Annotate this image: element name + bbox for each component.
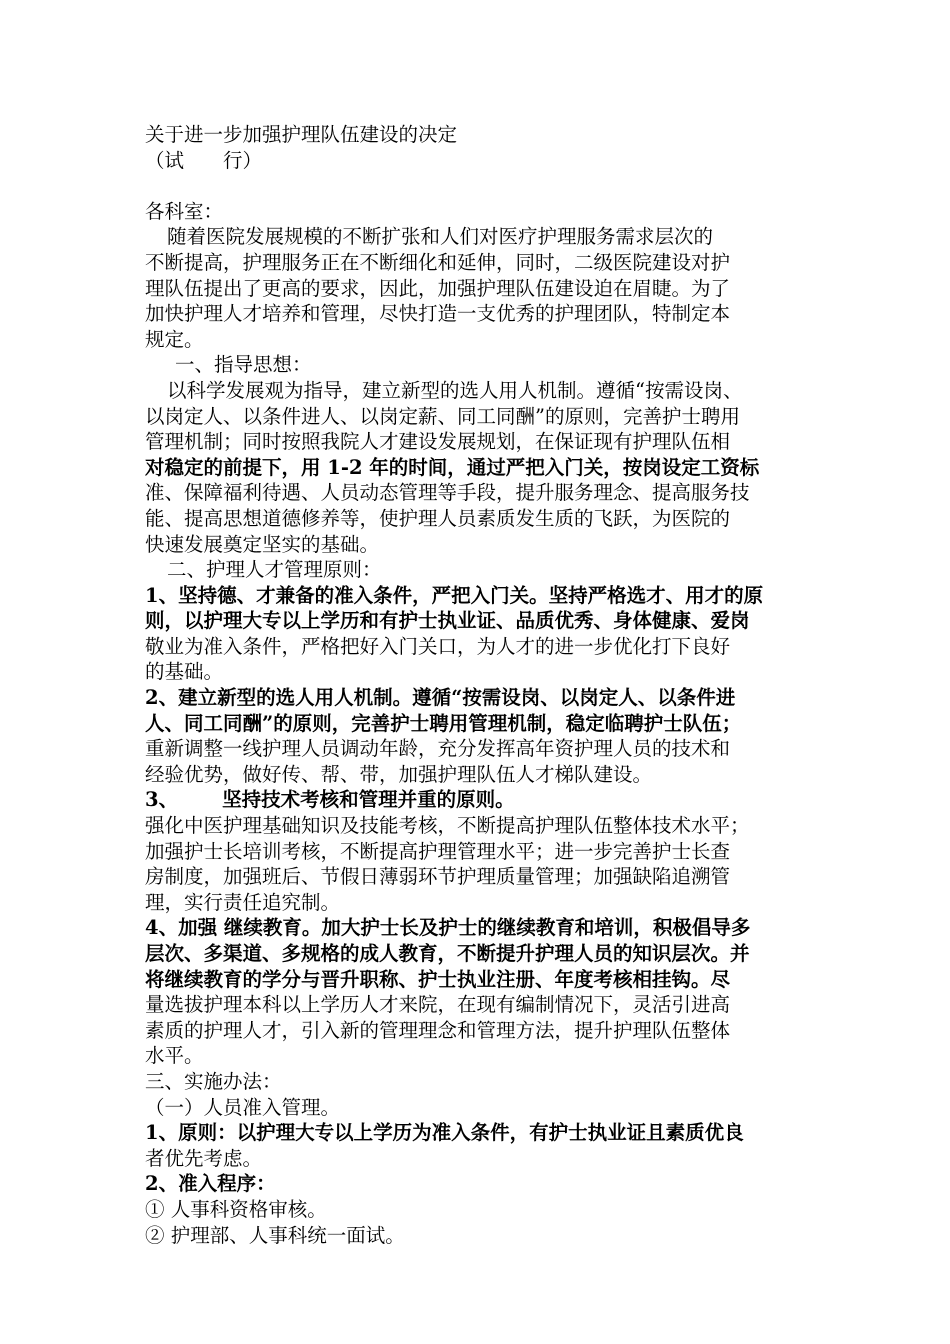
paragraph-line: 2、建立新型的选人用人机制。遵循“按需设岗、以岗定人、以条件进: [145, 686, 736, 710]
procedure-step: ① 人事科资格审核。: [145, 1197, 327, 1221]
paragraph-line: 理，实行责任追究制。: [145, 890, 341, 914]
paragraph-line: 管理机制；同时按照我院人才建设发展规划，在保证现有护理队伍相: [145, 430, 731, 454]
paragraph-line: 水平。: [145, 1044, 204, 1068]
principle-item-1: [145, 583, 820, 685]
section-heading-guiding: 一、指导思想：: [175, 353, 312, 377]
paragraph-line: 4、加强 继续教育。加大护士长及护士的继续教育和培训，积极倡导多: [145, 916, 751, 940]
principle-item-3: [145, 787, 820, 915]
principle-item-2: [145, 685, 820, 787]
paragraph-line: 素质的护理人才，引入新的管理理念和管理方法，提升护理队伍整体: [145, 1018, 731, 1042]
paragraph-line: 准、保障福利待遇、人员动态管理等手段，提升服务理念、提高服务技: [145, 481, 750, 505]
principle-item-3-heading: [145, 787, 820, 813]
paragraph-line: 经验优势，做好传、帮、带，加强护理队伍人才梯队建设。: [145, 762, 653, 786]
item-number: 3、: [145, 788, 179, 812]
document-subtitle: （试 行）: [145, 148, 263, 172]
paragraph-line: 加快护理人才培养和管理，尽快打造一支优秀的护理团队，特制定本: [145, 302, 731, 326]
item-heading-text: 坚持技术考核和管理并重的原则。: [222, 788, 515, 812]
paragraph-line: 量选拔护理本科以上学历人才来院，在现有编制情况下，灵活引进高: [145, 993, 731, 1017]
paragraph-line: 1、坚持德、才兼备的准入条件，严把入门关。坚持严格选才、用才的原: [145, 583, 764, 607]
procedure-heading: 2、准入程序：: [145, 1172, 276, 1196]
intro-paragraph: [145, 224, 820, 352]
document-title: 关于进一步加强护理队伍建设的决定: [145, 123, 458, 146]
paragraph-line: 理队伍提出了更高的要求，因此，加强护理队伍建设迫在眉睫。为了: [145, 276, 731, 300]
paragraph-line: 将继续教育的学分与晋升职称、护士执业注册、年度考核相挂钩。尽: [145, 967, 731, 991]
paragraph-line: 不断提高，护理服务正在不断细化和延伸，同时，二级医院建设对护: [145, 250, 731, 274]
paragraph-line: 则，以护理大专以上学历和有护士执业证、品质优秀、身体健康、爱岗: [145, 609, 750, 633]
section-heading-implementation: 三、实施办法：: [145, 1069, 282, 1093]
paragraph-line: 者优先考虑。: [145, 1146, 263, 1170]
blank-line: [145, 173, 820, 199]
paragraph-line: 房制度，加强班后、节假日薄弱环节护理质量管理；加强缺陷追溯管: [145, 865, 731, 889]
principle-item-4: [145, 915, 820, 1069]
paragraph-line: 能、提高思想道德修养等，使护理人员素质发生质的飞跃，为医院的: [145, 506, 731, 530]
subsection-heading: （一）人员准入管理。: [145, 1095, 341, 1119]
section-heading-principles: 二、护理人才管理原则：: [167, 558, 382, 582]
paragraph-line: 快速发展奠定坚实的基础。: [145, 532, 380, 556]
paragraph-line: 随着医院发展规模的不断扩张和人们对医疗护理服务需求层次的: [167, 225, 714, 249]
document-page: [145, 122, 820, 1248]
paragraph-line: 敬业为准入条件，严格把好入门关口，为人才的进一步优化打下良好: [145, 634, 731, 658]
procedure-step: ② 护理部、人事科统一面试。: [145, 1223, 405, 1247]
paragraph-line: 重新调整一线护理人员调动年龄，充分发挥高年资护理人员的技术和: [145, 737, 731, 761]
salutation: 各科室：: [145, 199, 224, 223]
paragraph-line: 强化中医护理基础知识及技能考核，不断提高护理队伍整体技术水平；: [145, 814, 750, 838]
admission-principle: [145, 1120, 820, 1171]
paragraph-line: 1、原则：以护理大专以上学历为准入条件，有护士执业证且素质优良: [145, 1121, 744, 1145]
paragraph-line: 层次、多渠道、多规格的成人教育，不断提升护理人员的知识层次。并: [145, 942, 750, 965]
paragraph-line: 对稳定的前提下，用 1-2 年的时间，通过严把入门关，按岗设定工资标: [145, 455, 760, 479]
paragraph-line: 规定。: [145, 327, 204, 351]
paragraph-line: 以科学发展观为指导，建立新型的选人用人机制。遵循“按需设岗、: [167, 378, 743, 402]
paragraph-line: 的基础。: [145, 660, 224, 684]
guiding-paragraph: [145, 378, 820, 557]
paragraph-line: 人、同工同酬”的原则，完善护士聘用管理机制，稳定临聘护士队伍；: [145, 711, 742, 735]
paragraph-line: 以岗定人、以条件进人、以岗定薪、同工同酬”的原则，完善护士聘用: [145, 404, 740, 428]
paragraph-line: 加强护士长培训考核，不断提高护理管理水平；进一步完善护士长查: [145, 839, 731, 863]
